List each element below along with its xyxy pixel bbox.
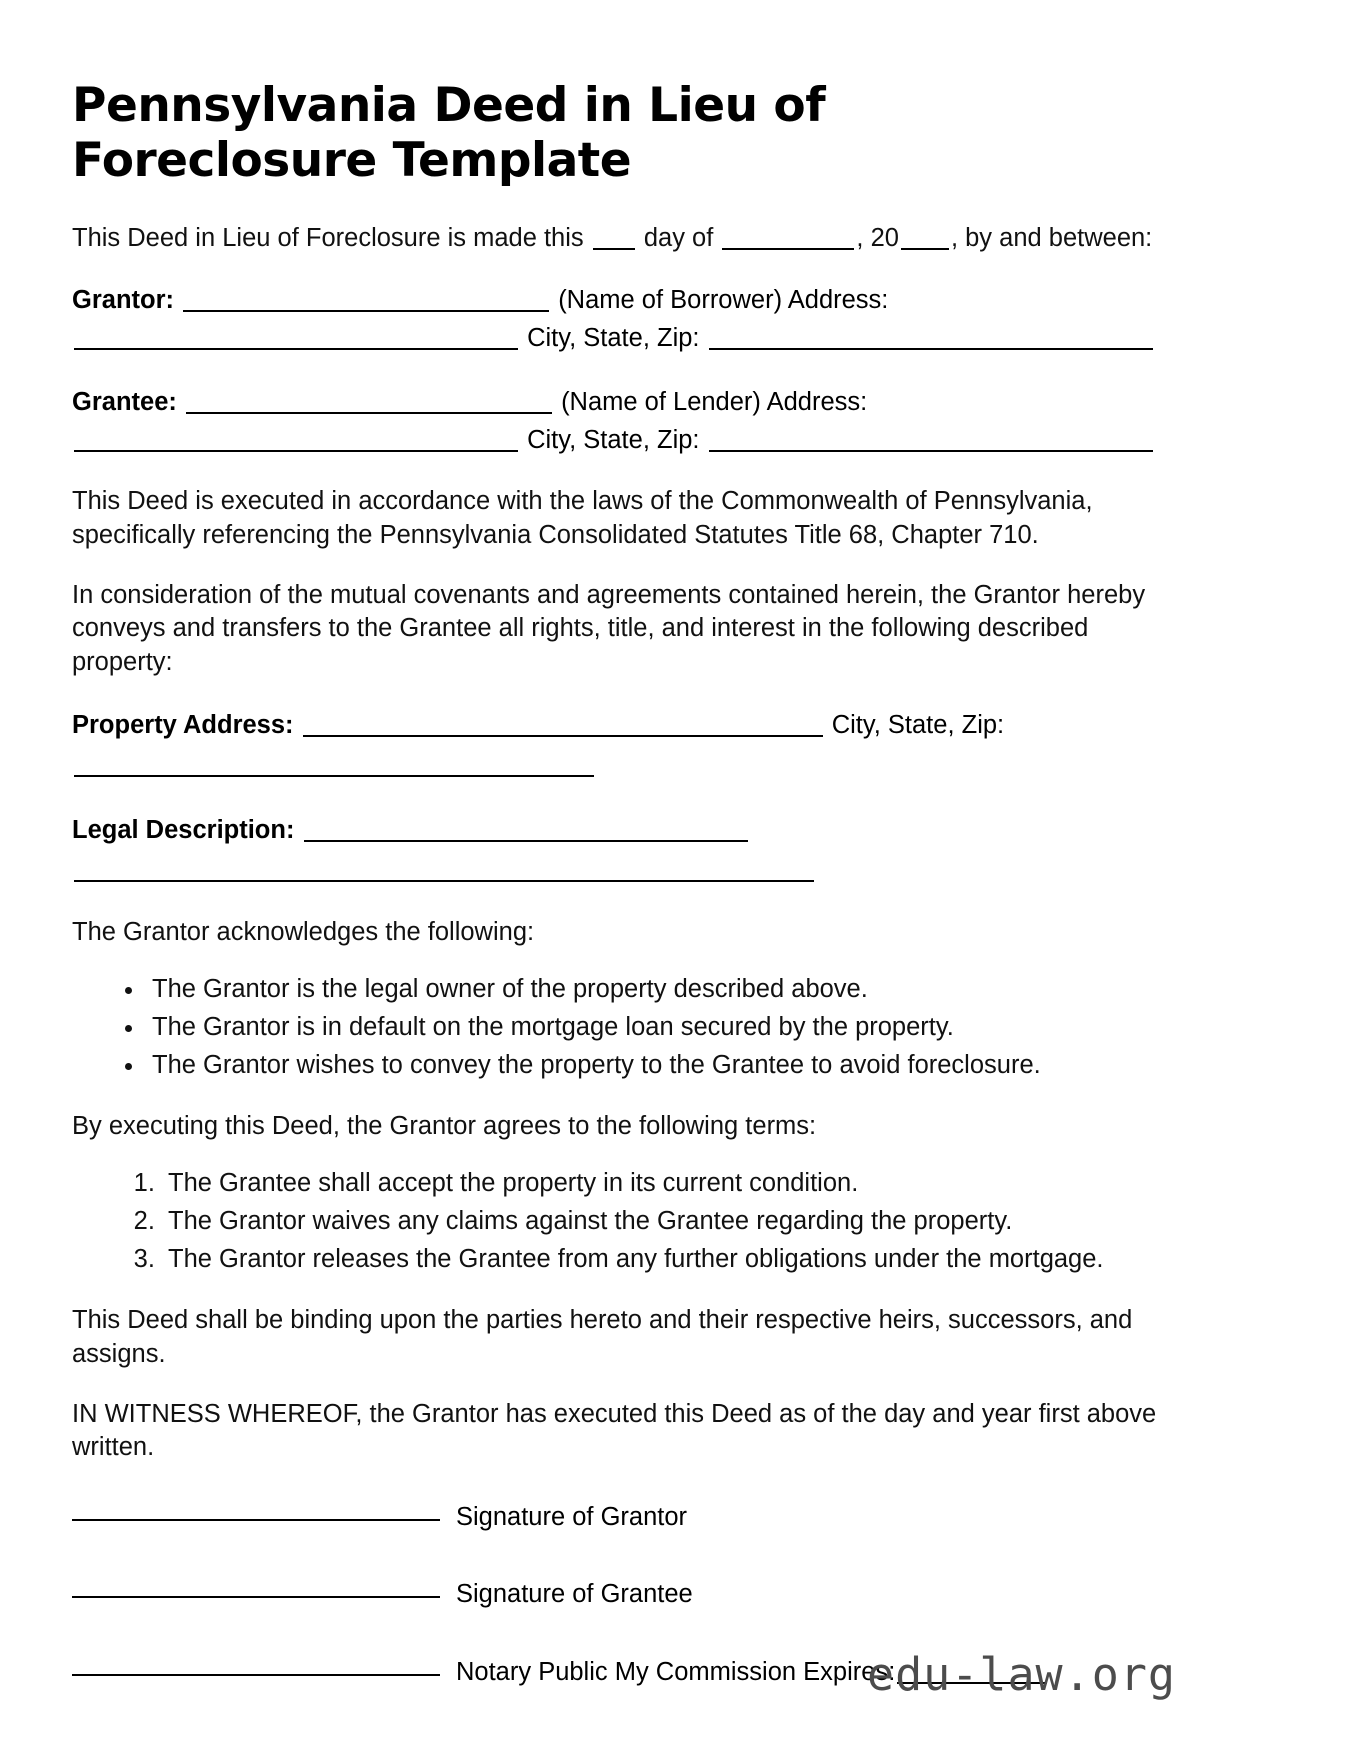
list-item: 2. The Grantor waives any claims against the Grantee regarding the property. bbox=[162, 1204, 1172, 1239]
property-address-row bbox=[72, 706, 1172, 785]
intro-text-part3: , 20 bbox=[856, 223, 899, 252]
grantee-city-blank[interactable] bbox=[709, 450, 1153, 452]
property-address-label: Property Address: bbox=[72, 711, 294, 740]
notary-signature-line[interactable] bbox=[72, 1674, 440, 1676]
grantor-address-blank[interactable] bbox=[74, 348, 518, 350]
legal-description-blank-2[interactable] bbox=[74, 880, 814, 882]
grantor-name-blank[interactable] bbox=[183, 310, 549, 312]
notary-label: Notary Public My Commission Expires: bbox=[456, 1657, 896, 1686]
signature-row-grantor bbox=[72, 1502, 1172, 1531]
grantee-block bbox=[72, 384, 1172, 459]
grantee-name-note: (Name of Lender) Address: bbox=[561, 387, 868, 416]
list-item: 3. The Grantor releases the Grantee from any further obligations under the mortgage. bbox=[162, 1242, 1172, 1277]
consideration-paragraph: In consideration of the mutual covenants and agreements contained herein, the Grantor hereby conveys and transfers to the Grantee all rights, title, and interest in the following described property: bbox=[72, 581, 1146, 676]
legal-description-blank[interactable] bbox=[304, 840, 748, 842]
terms-intro: By executing this Deed, the Grantor agrees to the following terms: bbox=[72, 1112, 817, 1141]
grantor-signature-line[interactable] bbox=[72, 1519, 440, 1521]
list-item: • The Grantor wishes to convey the property to the Grantee to avoid foreclosure. bbox=[146, 1048, 1172, 1083]
signature-row-grantee bbox=[72, 1582, 1172, 1608]
legal-description-row bbox=[72, 811, 1172, 890]
intro-text-part1: This Deed in Lieu of Foreclosure is made this bbox=[72, 223, 584, 252]
grantee-name-blank[interactable] bbox=[186, 412, 552, 414]
list-item: • The Grantor is in default on the mortgage loan secured by the property. bbox=[146, 1010, 1172, 1045]
property-city-blank[interactable] bbox=[74, 775, 594, 777]
legal-description-label: Legal Description: bbox=[72, 816, 295, 845]
grantee-label: Grantee: bbox=[72, 387, 177, 416]
grantor-block bbox=[72, 282, 1172, 357]
list-item: • The Grantor is the legal owner of the property described above. bbox=[146, 972, 1172, 1007]
grantor-city-label: City, State, Zip: bbox=[527, 324, 700, 353]
site-watermark: edu-law.org bbox=[866, 1648, 1176, 1701]
grantee-city-label: City, State, Zip: bbox=[527, 425, 700, 454]
intro-text-part2: day of bbox=[643, 223, 714, 252]
grantee-address-blank[interactable] bbox=[74, 450, 518, 452]
statute-paragraph: This Deed is executed in accordance with the laws of the Commonwealth of Pennsylvania, specifically referencing the Pennsylvania Consolidated Statutes Title 68, Chapter 710. bbox=[72, 487, 1093, 549]
binding-paragraph: This Deed shall be binding upon the parties hereto and their respective heirs, successors, and assigns. bbox=[72, 1306, 1133, 1368]
grantee-signature-label: Signature of Grantee bbox=[456, 1580, 693, 1609]
acknowledgements-list bbox=[72, 972, 1172, 1084]
terms-list bbox=[72, 1166, 1172, 1278]
month-blank[interactable] bbox=[722, 248, 854, 250]
grantor-name-note: (Name of Borrower) Address: bbox=[558, 286, 889, 315]
grantee-signature-line[interactable] bbox=[72, 1596, 440, 1598]
intro-text-part4: , by and between: bbox=[950, 223, 1153, 252]
intro-paragraph bbox=[72, 222, 1170, 255]
grantor-label: Grantor: bbox=[72, 286, 174, 315]
list-item: 1. The Grantee shall accept the property in its current condition. bbox=[162, 1166, 1172, 1201]
year-blank[interactable] bbox=[901, 248, 949, 250]
acknowledges-intro: The Grantor acknowledges the following: bbox=[72, 918, 535, 947]
witness-paragraph: IN WITNESS WHEREOF, the Grantor has executed this Deed as of the day and year first above written. bbox=[72, 1400, 1157, 1462]
page-title: Pennsylvania Deed in Lieu of Foreclosure Template bbox=[72, 78, 826, 188]
day-blank[interactable] bbox=[593, 248, 635, 250]
property-city-label: City, State, Zip: bbox=[831, 711, 1005, 740]
property-address-blank[interactable] bbox=[303, 735, 823, 737]
grantor-signature-label: Signature of Grantor bbox=[456, 1502, 688, 1531]
grantor-city-blank[interactable] bbox=[709, 348, 1153, 350]
